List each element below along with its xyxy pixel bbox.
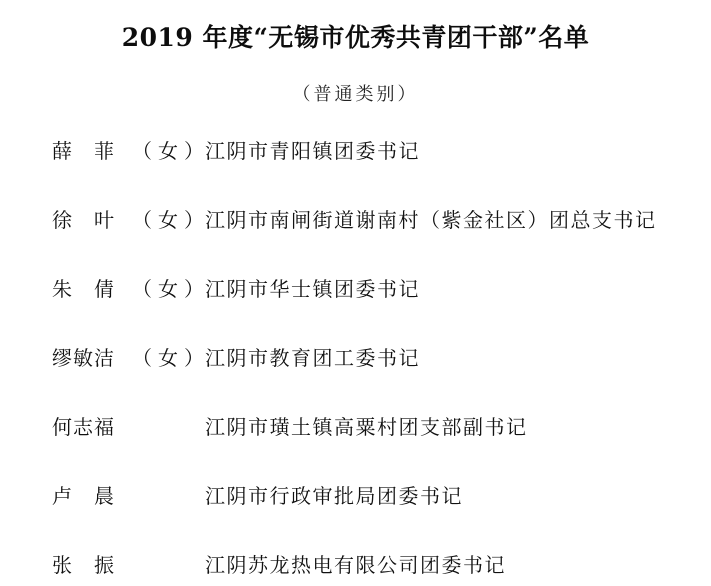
honoree-role: 江阴市南闸街道谢南村（紫金社区）团总支书记 <box>205 208 657 232</box>
page-title: 2019 年度“无锡市优秀共青团干部”名单 <box>121 23 590 52</box>
list-item <box>52 481 692 511</box>
honoree-role: 江阴市青阳镇团委书记 <box>205 139 420 163</box>
honoree-role: 江阴市华士镇团委书记 <box>205 277 420 301</box>
honoree-name: 薛 菲 <box>52 139 115 163</box>
honoree-role: 江阴市璜土镇高粟村团支部副书记 <box>205 415 528 439</box>
honoree-role: 江阴苏龙热电有限公司团委书记 <box>205 553 506 577</box>
honoree-name: 缪敏洁 <box>52 346 115 370</box>
honoree-gender: （女） <box>132 208 210 232</box>
list-item <box>52 274 692 304</box>
honoree-name: 张 振 <box>52 553 115 577</box>
honoree-name: 徐 叶 <box>52 208 115 232</box>
category-subtitle: （普通类别） <box>292 84 419 105</box>
honoree-gender: （女） <box>132 139 210 163</box>
honoree-role: 江阴市教育团工委书记 <box>205 346 420 370</box>
honoree-name: 何志福 <box>52 415 115 439</box>
honoree-name: 卢 晨 <box>52 484 115 508</box>
honoree-gender: （女） <box>132 346 210 370</box>
list-item <box>52 136 692 166</box>
list-item <box>52 205 692 235</box>
list-item <box>52 343 692 373</box>
honoree-gender: （女） <box>132 277 210 301</box>
list-item <box>52 412 692 442</box>
honoree-role: 江阴市行政审批局团委书记 <box>205 484 463 508</box>
honoree-name: 朱 倩 <box>52 277 115 301</box>
list-item <box>52 550 692 580</box>
